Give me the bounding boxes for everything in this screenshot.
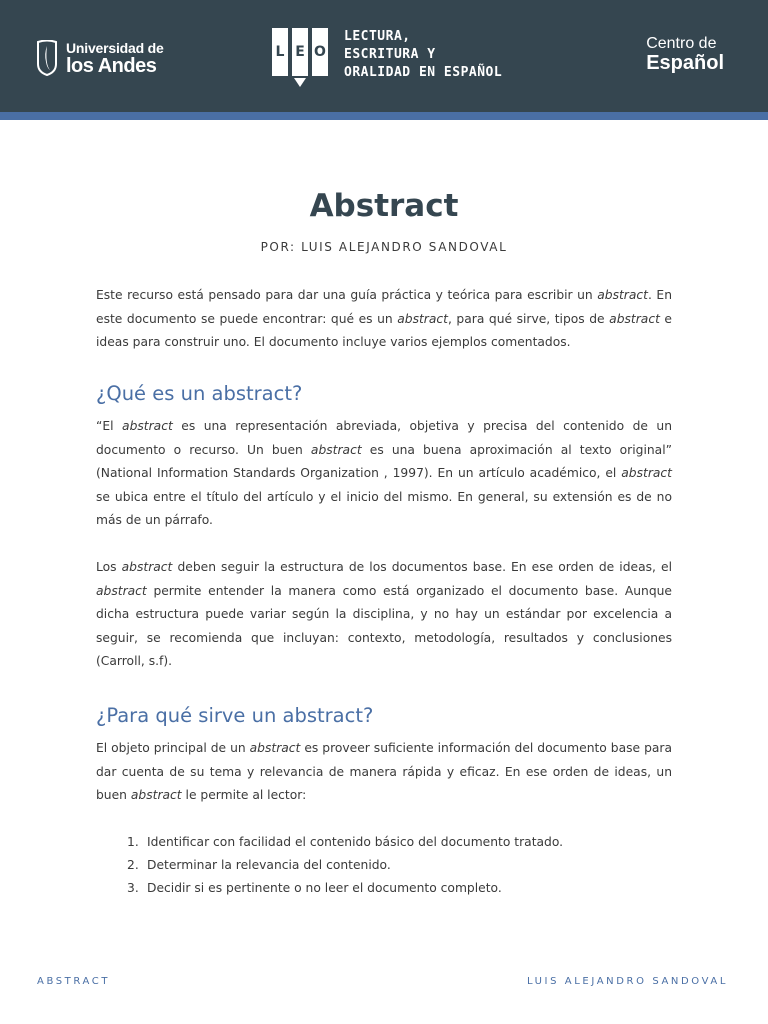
- section-heading: ¿Para qué sirve un abstract?: [96, 704, 374, 727]
- text-run: es una representación abreviada, objetiva y precisa del contenido de un documento o recurso. Un buen: [96, 419, 672, 457]
- list-number: 2.: [127, 858, 139, 872]
- leo-letter-o: O: [312, 28, 328, 76]
- italic-term: abstract: [310, 442, 362, 457]
- text-run: Los: [96, 560, 122, 574]
- text-run: deben seguir la estructura de los documentos base. En ese orden de ideas, el: [172, 560, 672, 574]
- section-heading: ¿Qué es un abstract?: [96, 382, 303, 405]
- leo-tagline-line2: ESCRITURA Y: [344, 47, 436, 62]
- text-run: , para qué sirve, tipos de: [447, 311, 610, 326]
- list-text: Identificar con facilidad el contenido básico del documento tratado.: [147, 835, 564, 849]
- text-run: es una buena aproximación al texto original” (National Information Standards Organization , 1997). En un artículo académico, el: [96, 442, 672, 480]
- text-run: e ideas para construir uno. El documento incluye varios ejemplos comentados.: [96, 311, 673, 349]
- universidad-de-los-andes-logo: [34, 38, 164, 78]
- section-1-paragraph-1: [96, 415, 672, 533]
- intro-block: [96, 284, 672, 355]
- leo-letter-blocks: [272, 28, 328, 76]
- footer-author-name: LUIS ALEJANDRO SANDOVAL: [526, 976, 728, 987]
- section-1-paragraph-1-block: [96, 415, 672, 533]
- centro-de-espanol-logo: [646, 36, 724, 73]
- intro-paragraph: [96, 284, 672, 355]
- centro-line2: Español: [646, 52, 724, 74]
- pen-tip-icon: [294, 78, 306, 87]
- document-author: POR: LUIS ALEJANDRO SANDOVAL: [260, 240, 508, 254]
- text-run: “El: [96, 419, 123, 433]
- italic-term: abstract: [121, 560, 173, 574]
- section-2-paragraph-block: [96, 737, 672, 808]
- text-run: El objeto principal de un: [96, 741, 250, 755]
- italic-term: abstract: [130, 788, 182, 802]
- leo-letter-l: L: [272, 28, 288, 76]
- centro-line1: Centro de: [646, 35, 717, 52]
- leo-letter-e: E: [292, 28, 308, 76]
- italic-term: abstract: [597, 288, 648, 302]
- page-header: [0, 0, 768, 112]
- leo-logo: [272, 28, 502, 82]
- text-run: le permite al lector:: [181, 788, 307, 802]
- footer-document-name: ABSTRACT: [37, 976, 111, 987]
- italic-term: abstract: [397, 311, 448, 326]
- university-seal-icon: [34, 40, 60, 76]
- section-1-paragraph-2-block: [96, 556, 672, 674]
- leo-tagline-line1: LECTURA,: [344, 29, 411, 44]
- list-text: Determinar la relevancia del contenido.: [147, 858, 391, 872]
- reader-benefits-list: [96, 831, 672, 900]
- section-2: [96, 704, 672, 728]
- list-item: [96, 854, 672, 877]
- university-name-line1: Universidad de: [66, 39, 164, 56]
- italic-term: abstract: [621, 466, 672, 480]
- leo-tagline: [344, 28, 502, 82]
- list-item: [96, 877, 672, 900]
- italic-term: abstract: [249, 741, 301, 755]
- list-text: Decidir si es pertinente o no leer el documento completo.: [147, 881, 502, 895]
- section-1: [96, 382, 672, 406]
- text-run: permite entender la manera como está organizado el documento base. Aunque dicha estructura puede variar según la disciplina, y no hay un estándar por excelencia a seguir, se recomienda que incluyan: contexto, metodología, resultados y conclusiones (Carroll, s.f).: [96, 583, 672, 668]
- text-run: Este recurso está pensado para dar una guía práctica y teórica para escribir un: [96, 288, 598, 302]
- section-1-paragraph-2: [96, 556, 672, 674]
- document-title: Abstract: [309, 188, 459, 224]
- italic-term: abstract: [96, 583, 147, 598]
- italic-term: abstract: [609, 311, 660, 326]
- list-number: 3.: [127, 881, 139, 895]
- leo-tagline-line3: ORALIDAD EN ESPAÑOL: [344, 65, 503, 80]
- italic-term: abstract: [122, 419, 173, 433]
- university-name-line2: los Andes: [66, 54, 157, 77]
- text-run: . En este documento se puede encontrar: qué es un: [96, 288, 672, 326]
- header-accent-rule: [0, 112, 768, 120]
- section-2-paragraph: [96, 737, 672, 808]
- text-run: es proveer suficiente información del documento base para dar cuenta de su tema y relevancia de manera rápida y eficaz. En ese orden de ideas, un buen: [96, 741, 672, 802]
- list-item: [96, 831, 672, 854]
- text-run: se ubica entre el título del artículo y el inicio del mismo. En general, su extensión es de no más de un párrafo.: [96, 489, 672, 527]
- reader-benefits-list-block: [96, 831, 672, 900]
- list-number: 1.: [127, 835, 139, 849]
